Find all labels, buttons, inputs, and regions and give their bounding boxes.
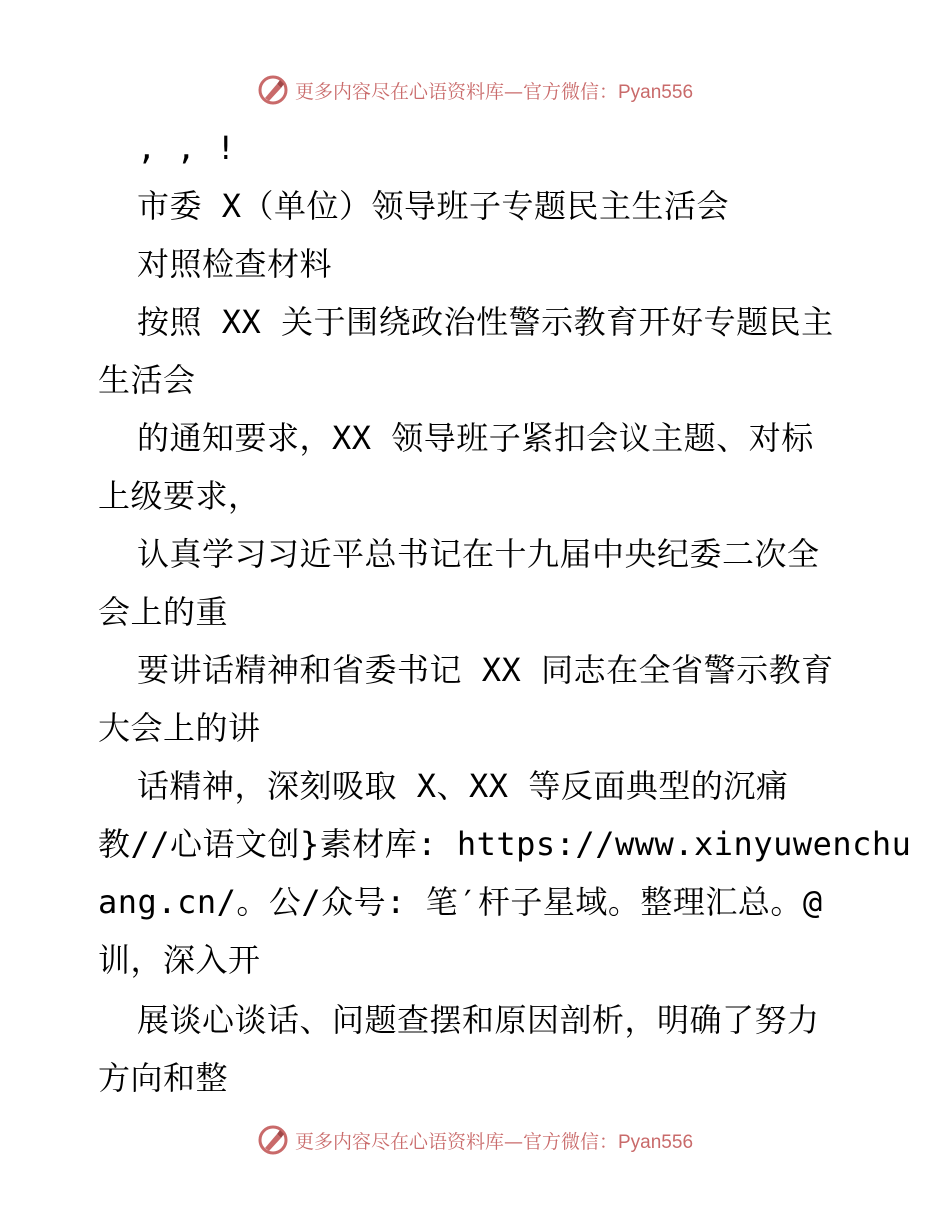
text-line: 展谈心谈话、问题查摆和原因剖析，明确了努力 — [137, 1001, 820, 1039]
text-line: 按照 XX 关于围绕政治性警示教育开好专题民主 — [137, 303, 834, 341]
text-line: 的通知要求，XX 领导班子紧扣会议主题、对标 — [137, 419, 814, 457]
text-line: 会上的重 — [98, 593, 229, 631]
footer-watermark — [0, 1120, 950, 1160]
watermark-text: 更多内容尽在心语资料库—官方微信：Pyan556 — [294, 80, 694, 103]
text-line: 认真学习习近平总书记在十九届中央纪委二次全 — [137, 535, 820, 573]
text-line: 训，深入开 — [98, 941, 261, 979]
document-subtitle: 对照检查材料 — [137, 245, 333, 283]
text-line: 生活会 — [98, 361, 196, 399]
text-line: , , ! — [137, 129, 236, 167]
text-line: 上级要求， — [98, 477, 261, 515]
document-title: 市委 X（单位）领导班子专题民主生活会 — [137, 187, 730, 225]
header-watermark — [0, 70, 950, 110]
text-line: 要讲话精神和省委书记 XX 同志在全省警示教育 — [137, 651, 834, 689]
text-line: 大会上的讲 — [98, 709, 261, 747]
pen-logo-icon — [257, 1124, 289, 1156]
watermark-text: 更多内容尽在心语资料库—官方微信：Pyan556 — [294, 1130, 694, 1153]
text-line: 教//心语文创}素材库: https://www.xinyuwenchu — [98, 825, 912, 863]
text-line: 方向和整 — [98, 1059, 229, 1097]
text-line: 话精神，深刻吸取 X、XX 等反面典型的沉痛 — [137, 767, 789, 805]
text-line: ang.cn/。公/众号: 笔′杆子星域。整理汇总。@ — [98, 883, 823, 921]
pen-logo-icon — [257, 74, 289, 106]
